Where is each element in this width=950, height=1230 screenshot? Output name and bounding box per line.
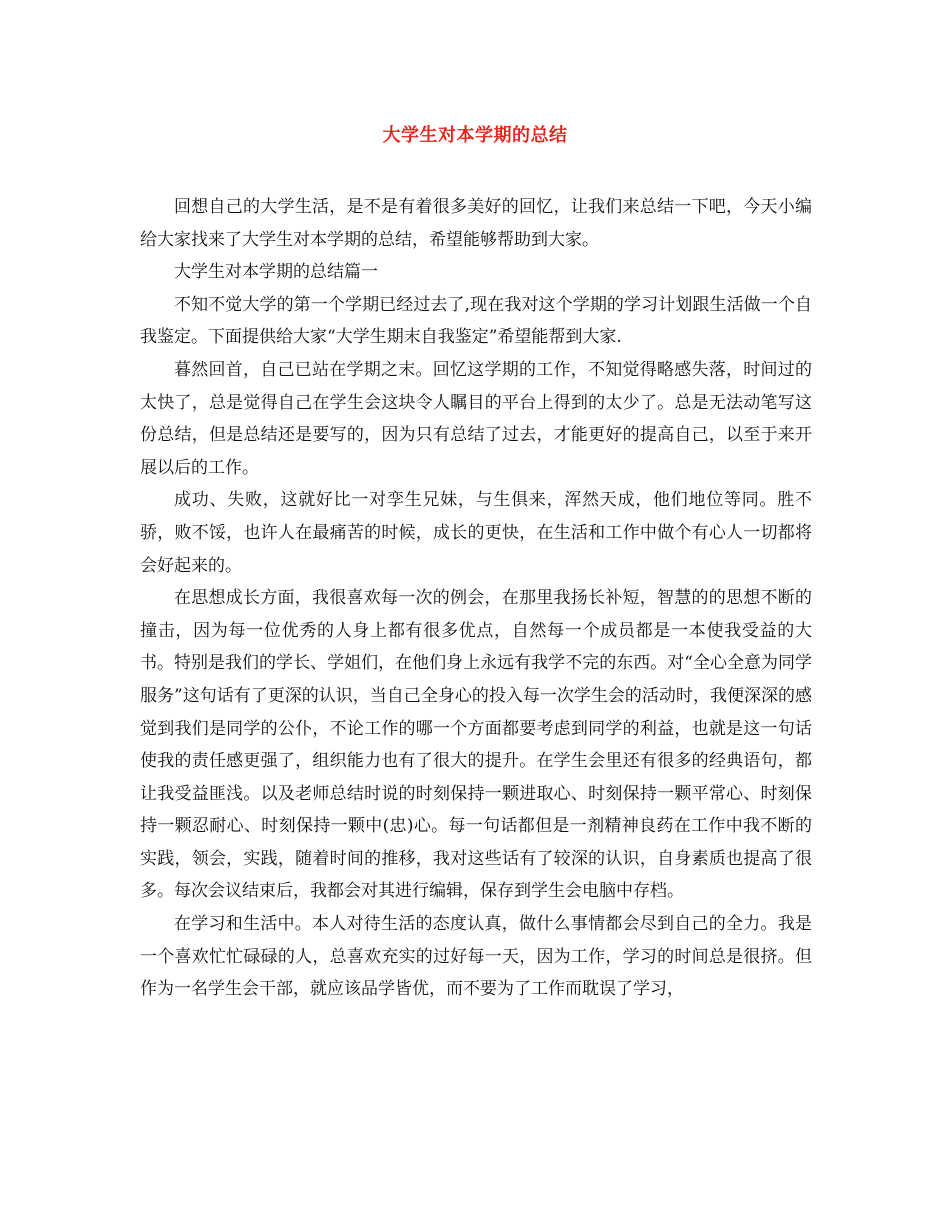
paragraph: 暮然回首，自己已站在学期之末。回忆这学期的工作，不知觉得略感失落，时间过的太快了，总是觉得自己在学生会这块令人瞩目的平台上得到的太少了。总是无法动笔写这份总结，但是总结还是要写的，因为只有总结了过去，才能更好的提高自己，以至于来开展以后的工作。 xyxy=(140,359,812,478)
paragraph-intro: 回想自己的大学生活，是不是有着很多美好的回忆，让我们来总结一下吧，今天小编给大家找来了大学生对本学期的总结，希望能够帮助到大家。 xyxy=(140,197,812,250)
paragraph: 在学习和生活中。本人对待生活的态度认真，做什么事情都会尽到自己的全力。我是一个喜欢忙忙碌碌的人，总喜欢充实的过好每一天，因为工作，学习的时间总是很挤。但作为一名学生会干部，就应该品学皆优，而不要为了工作而耽误了学习， xyxy=(140,914,812,1000)
section-heading: 大学生对本学期的总结篇一 xyxy=(174,262,378,283)
paragraph: 在思想成长方面，我很喜欢每一次的例会，在那里我扬长补短，智慧的的思想不断的撞击，因为每一位优秀的人身上都有很多优点，自然每一个成员都是一本使我受益的大书。特别是我们的学长、学姐们，在他们身上永远有我学不完的东西。对“全心全意为同学服务”这句话有了更深的认识，当自己全身心的投入每一次学生会的活动时，我便深深的感觉到我们是同学的公仆，不论工作的哪一个方面都要考虑到同学的利益，也就是这一句话使我的责任感更强了，组织能力也有了很大的提升。在学生会里还有很多的经典语句，都让我受益匪浅。以及老师总结时说的时刻保持一颗进取心、时刻保持一颗平常心、时刻保持一颗忍耐心、时刻保持一颗中(忠)心。每一句话都但是一剂精神良药在工作中我不断的实践，领会，实践，随着时间的推移，我对这些话有了较深的认识，自身素质也提高了很多。每次会议结束后，我都会对其进行编辑，保存到学生会电脑中存档。 xyxy=(140,588,812,902)
document-body xyxy=(140,191,812,1006)
paragraph: 成功、失败，这就好比一对孪生兄妹，与生俱来，浑然天成，他们地位等同。胜不骄，败不馁，也许人在最痛苦的时候，成长的更快，在生活和工作中做个有心人一切都将会好起来的。 xyxy=(140,490,812,576)
paragraph: 不知不觉大学的第一个学期已经过去了,现在我对这个学期的学习计划跟生活做一个自我鉴定。下面提供给大家“大学生期末自我鉴定”希望能帮到大家. xyxy=(140,294,812,348)
document-title: 大学生对本学期的总结 xyxy=(382,125,568,146)
